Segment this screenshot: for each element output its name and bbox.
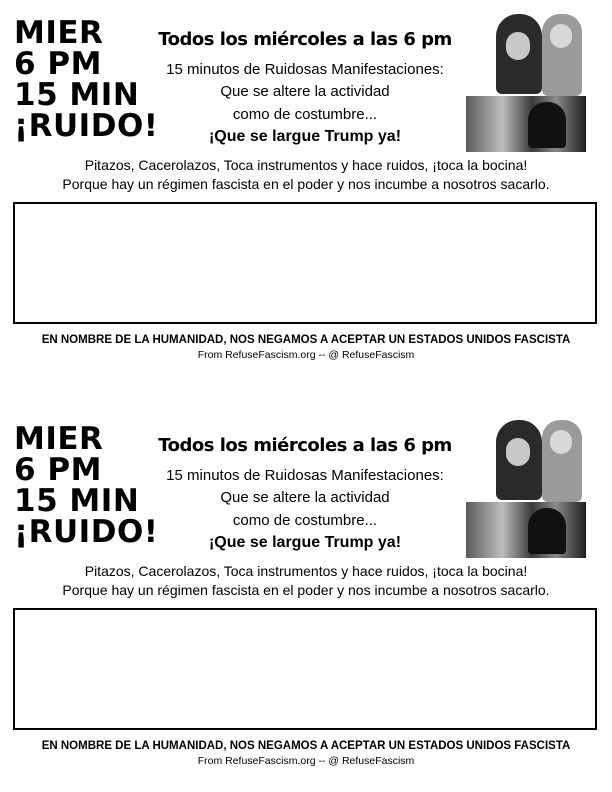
credit-line: From RefuseFascism.org -- @ RefuseFascism	[197, 755, 415, 767]
person-man-shape	[542, 420, 582, 502]
person-woman-shape	[496, 14, 542, 94]
subtitle-line-3: como de costumbre...	[232, 512, 378, 529]
credit-line: From RefuseFascism.org -- @ RefuseFascism	[197, 349, 415, 361]
big-line-noise: ¡RUIDO!	[14, 108, 159, 144]
big-line-day: MIER	[14, 15, 104, 51]
headline: Todos los miércoles a las 6 pm	[158, 435, 452, 456]
blank-info-box	[13, 202, 597, 324]
body-line-1: Pitazos, Cacerolazos, Toca instrumentos y hace ruidos, ¡toca la bocina!	[84, 157, 528, 173]
big-line-time: 6 PM	[14, 46, 102, 82]
slogan: ¡Que se largue Trump ya!	[208, 534, 402, 551]
flyer-bottom	[0, 406, 612, 786]
crowd-shape	[466, 96, 586, 152]
protest-photo	[466, 6, 586, 152]
big-line-duration: 15 MIN	[14, 483, 140, 519]
footer-statement: EN NOMBRE DE LA HUMANIDAD, NOS NEGAMOS A ACEPTAR UN ESTADOS UNIDOS FASCISTA	[41, 334, 571, 346]
body-line-1: Pitazos, Cacerolazos, Toca instrumentos y hace ruidos, ¡toca la bocina!	[84, 563, 528, 579]
big-line-day: MIER	[14, 421, 104, 457]
subtitle-line-2: Que se altere la actividad	[220, 489, 390, 506]
person-man-shape	[542, 14, 582, 96]
subtitle-line-2: Que se altere la actividad	[220, 83, 390, 100]
protest-photo	[466, 412, 586, 558]
big-line-duration: 15 MIN	[14, 77, 140, 113]
big-line-time: 6 PM	[14, 452, 102, 488]
subtitle-line-3: como de costumbre...	[232, 106, 378, 123]
crowd-shape	[466, 502, 586, 558]
subtitle-line-1: 15 minutos de Ruidosas Manifestaciones:	[166, 61, 444, 78]
big-line-noise: ¡RUIDO!	[14, 514, 159, 550]
body-line-2: Porque hay un régimen fascista en el poder y nos incumbe a nosotros sacarlo.	[62, 582, 550, 598]
person-woman-shape	[496, 420, 542, 500]
flyer-top	[0, 0, 612, 380]
slogan: ¡Que se largue Trump ya!	[208, 128, 402, 145]
subtitle-line-1: 15 minutos de Ruidosas Manifestaciones:	[166, 467, 444, 484]
headline: Todos los miércoles a las 6 pm	[158, 29, 452, 50]
blank-info-box	[13, 608, 597, 730]
body-line-2: Porque hay un régimen fascista en el poder y nos incumbe a nosotros sacarlo.	[62, 176, 550, 192]
footer-statement: EN NOMBRE DE LA HUMANIDAD, NOS NEGAMOS A ACEPTAR UN ESTADOS UNIDOS FASCISTA	[41, 740, 571, 752]
